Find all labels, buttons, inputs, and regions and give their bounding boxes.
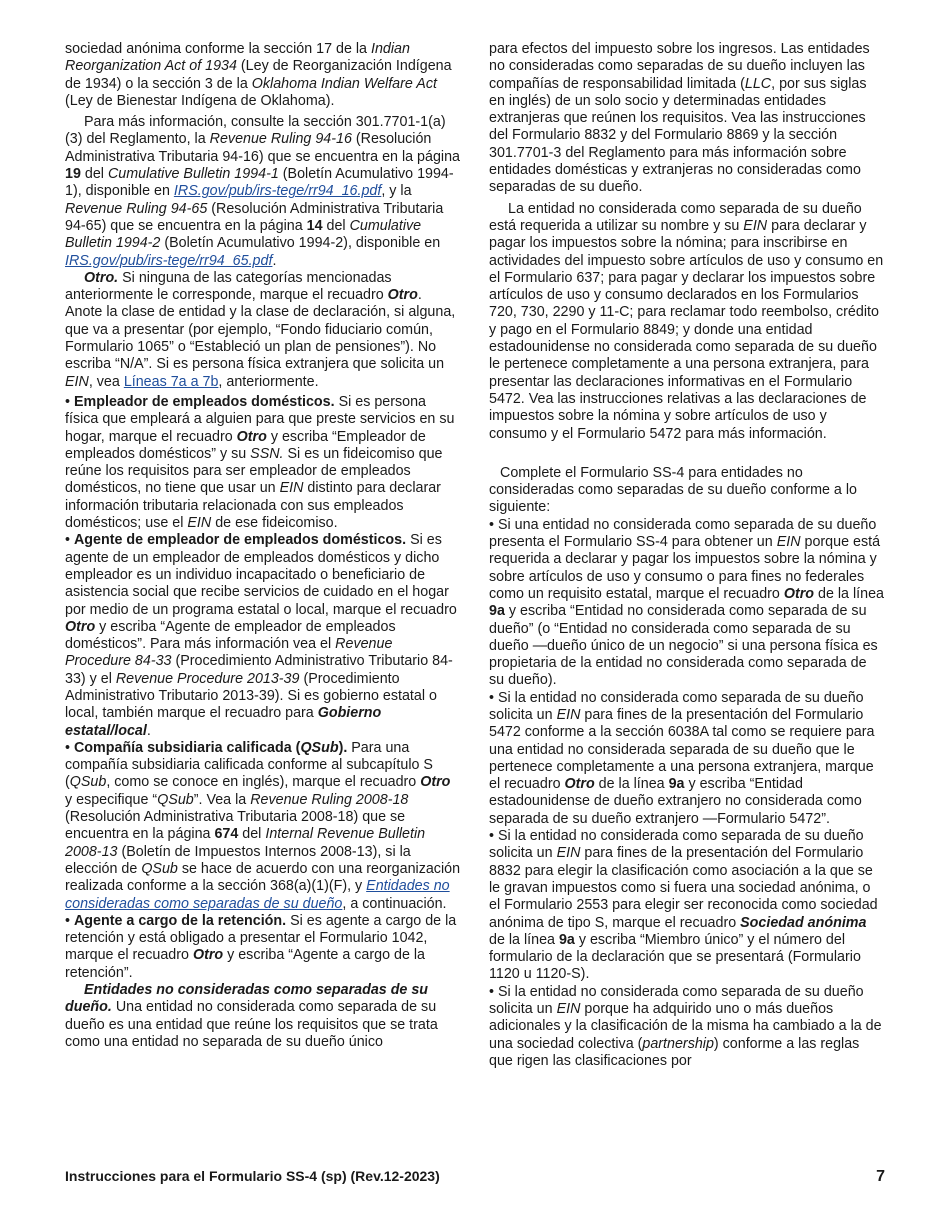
text-run: , como se conoce en inglés), marque el recuadro (106, 774, 421, 791)
text-run: del (238, 826, 266, 843)
text-run: Revenue Procedure 2013-39 (115, 670, 300, 687)
text-run: Agente a cargo de la retención. (73, 912, 287, 929)
text-run: Otro (564, 776, 595, 793)
paragraph (65, 114, 461, 270)
text-run: (Procedimiento Administrativo Tributario 84-33) y el (65, 653, 453, 687)
text-run: • Si la entidad no considerada como separada de su dueño solicita un (489, 828, 864, 862)
text-run: ) conforme a las reglas que rigen las clasificaciones por (489, 1035, 860, 1069)
text-run: , anteriormente. (218, 373, 319, 390)
bullet-item (489, 828, 885, 984)
text-run: del (80, 166, 108, 183)
text-run: Revenue Ruling 94-16 (209, 131, 352, 148)
text-run: • Si una entidad no considerada como separada de su dueño presenta el Formulario SS-4 para obtener un (489, 516, 877, 551)
text-run: porque ha adquirido uno o más dueños adicionales y la clasificación de la misma ha cambiado a la de una sociedad colectiva ( (489, 1001, 882, 1052)
text-run: • (65, 739, 74, 756)
text-run: distinto para declarar información tributaria relacionada con sus empleados domésticos; use el (65, 480, 441, 532)
text-run: ”. Vea la (193, 791, 251, 808)
text-run: La entidad no considerada como separada de su dueño está requerida a utilizar su nombre y su (489, 200, 862, 234)
text-run: del (322, 217, 350, 234)
text-run: partnership (642, 1035, 714, 1052)
text-run: QSub (300, 739, 339, 756)
text-run: • (65, 393, 74, 410)
bullet-item (65, 740, 461, 913)
text-run: EIN (556, 706, 581, 723)
text-run: Revenue Procedure 84-33 (65, 636, 393, 670)
paragraph (489, 41, 885, 197)
text-run: EIN (556, 845, 581, 862)
text-run: . (272, 252, 277, 269)
text-run: para fines de la presentación del Formulario 5472 conforme a la sección 6038A tal como se requiere para una entidad no considerada separada de su dueño que le pertenece completamente a una persona extranjera, marque el recuadro (489, 706, 875, 793)
text-run: EIN (743, 217, 768, 234)
text-run: • (65, 912, 74, 929)
text-run: , por sus siglas en inglés) de un solo socio y determinadas entidades extranjeras que reúnen los requisitos. Vea las instrucciones del Formulario 8832 y del Formulario 8869 y la sección 301.7701-3 del Reglamento para más información sobre entidades domésticas y extranjeras no consideradas como separadas de su dueño. (489, 75, 867, 196)
link[interactable]: Líneas 7a a 7b (123, 373, 219, 390)
text-run: (Procedimiento Administrativo Tributario 2013-39). Si es gobierno estatal o local, también marque el recuadro para (65, 670, 437, 722)
text-run: . (146, 722, 151, 739)
text-run: (Ley de Reorganización Indígena de 1934) o la sección 3 de la (65, 58, 452, 92)
paragraph (65, 41, 461, 110)
text-run: Si es un fideicomiso que reúne los requisitos para ser empleador de empleados domésticos, no tiene que usar un (65, 445, 443, 497)
text-run: EIN (556, 1001, 581, 1018)
text-run: Si es agente a cargo de la retención y está obligado a presentar el Formulario 1042, marque el recuadro (65, 912, 457, 964)
bullet-item (489, 517, 885, 690)
text-run: Otro (783, 585, 815, 602)
text-run: Cumulative Bulletin 1994-2 (65, 217, 422, 252)
text-run: • (65, 532, 74, 549)
paragraph (489, 201, 885, 443)
text-run: Gobierno estatal/local (65, 705, 382, 739)
bullet-item (65, 532, 461, 740)
text-run: de la línea (489, 931, 559, 948)
text-run: Otro (192, 947, 224, 964)
text-run: (Boletín de Impuestos Internos 2008-13), si la elección de (65, 843, 411, 877)
text-run: QSub (141, 860, 178, 877)
text-run: Para más información, consulte la sección 301.7701-1(a)(3) del Reglamento, la (65, 114, 446, 148)
text-run: (Boletín Acumulativo 1994-2), disponible en (160, 235, 441, 252)
text-run: Internal Revenue Bulletin 2008-13 (65, 826, 426, 860)
text-run: Agente de empleador de empleados domésticos. (73, 532, 407, 549)
bullet-item (489, 690, 885, 828)
text-run: Si es agente de un empleador de empleados domésticos y dicho empleador es un individuo incapacitado o beneficiario de asistencia social que recibe servicios de cuidado en el hogar por medio de un programa estatal o local, marque el recuadro (65, 532, 457, 618)
text-run: LLC (744, 75, 772, 92)
text-run: EIN (776, 534, 801, 551)
text-run: porque está requerida a declarar y pagar los impuestos sobre la nómina y sobre artículos de uso y consumo o para fines no federales como un requisito estatal, marque el recuadro (489, 534, 881, 602)
text-run: (Resolución Administrativa Tributaria 94-16) que se encuentra en la página (65, 131, 460, 165)
page-footer (65, 1168, 885, 1184)
bullet-item (65, 913, 461, 982)
text-run: para efectos del impuesto sobre los ingresos. Las entidades no consideradas como separadas de su dueño incluyen las compañías de responsabilidad limitada ( (489, 41, 870, 92)
text-run: Revenue Ruling 94-65 (65, 200, 208, 217)
text-run: Otro (420, 774, 451, 791)
text-run: para declarar y pagar los impuestos sobre la nómina; para inscribirse en actividades del impuesto sobre artículos de uso y consumo en el Formulario 637; para pagar y declarar los impuestos sobre artículos de uso y consumo declarados en los Formularios 720, 730, 2290 y 11-C; para reclamar todo reembolso, crédito y pago en el Formulario 8849; y donde una entidad estadounidense no considerada como separada de su dueño le pertenece completamente a una persona extranjera, para presentar las declaraciones informativas en el Formulario 5472. Vea las instrucciones relativas a las declaraciones de impuestos sobre la nómina y sobre artículos de uso y consumo y el Formulario 5472 para más información. (489, 217, 884, 442)
link[interactable]: IRS.gov/pub/irs-tege/rr94_16.pdf (173, 183, 382, 200)
footer-title: Instrucciones para el Formulario SS-4 (sp) (Rev.12-2023) (65, 1168, 440, 1184)
text-run: y escriba “Empleador de empleados domésticos” y su (65, 428, 426, 462)
text-run: se hace de acuerdo con una reorganización realizada conforme a la sección 368(a)(1)(F), y (65, 860, 461, 895)
text-run: Otro. (84, 269, 119, 286)
text-run: 9a (489, 603, 505, 620)
text-run: (Boletín Acumulativo 1994-1), disponible en (65, 166, 454, 200)
text-run: EIN (279, 480, 304, 497)
text-run: SSN. (250, 445, 284, 462)
text-run: Complete el Formulario SS-4 para entidades no consideradas como separadas de su dueño conforme a lo siguiente: (489, 464, 857, 516)
text-run: Para una compañía subsidiaria calificada conforme al subcapítulo S ( (65, 739, 433, 791)
text-run: (Ley de Bienestar Indígena de Oklahoma). (65, 92, 335, 109)
text-run: Empleador de empleados domésticos. (73, 393, 335, 410)
text-run: y especifique “ (65, 791, 158, 808)
text-run: Si es persona física que empleará a alguien para que preste servicios en su hogar, marque el recuadro (65, 393, 455, 445)
text-run: 14 (306, 217, 323, 234)
paragraph (489, 465, 885, 517)
text-run: Entidades no consideradas como separadas de su dueño. (65, 982, 429, 1016)
text-run: Oklahoma Indian Welfare Act (251, 75, 437, 92)
text-run: 9a (558, 931, 575, 948)
text-run: (Resolución Administrativa Tributaria 2008-18) que se encuentra en la página (65, 809, 406, 843)
text-run: Cumulative Bulletin 1994-1 (107, 166, 279, 183)
text-run: Una entidad no considerada como separada de su dueño es una entidad que reúne los requisitos que se trata como una entidad no separada de su dueño único (65, 999, 438, 1050)
text-run: ). (338, 739, 348, 756)
right-column (489, 41, 885, 1070)
text-run: • Si la entidad no considerada como separada de su dueño solicita un (489, 689, 864, 723)
text-run: Revenue Ruling 2008-18 (250, 791, 409, 808)
text-run: EIN (65, 373, 89, 390)
link[interactable]: IRS.gov/pub/irs-tege/rr94_65.pdf (65, 252, 273, 269)
text-run: (Resolución Administrativa Tributaria 94-65) que se encuentra en la página (65, 200, 444, 234)
text-run: Otro (236, 428, 267, 445)
text-run: y escriba “Agente a cargo de la retención”. (65, 947, 426, 981)
page-number: 7 (876, 1168, 885, 1185)
text-run: Sociedad anónima (740, 914, 867, 931)
text-run: y escriba “Entidad no considerada como separada de su dueño” (o “Entidad no considerada como separada de su dueño —dueño único de un negocio” si una persona física es propietaria de la entidad no considerada como separada de su dueño). (489, 603, 878, 689)
text-run: de ese fideicomiso. (211, 515, 338, 532)
text-run: de la línea (594, 776, 669, 793)
text-run: Compañía subsidiaria calificada ( (73, 739, 301, 756)
text-run: 19 (65, 166, 81, 183)
section-entidades (65, 982, 461, 1051)
text-run: . Anote la clase de entidad y la clase de declaración, si alguna, que va a presentar (por ejemplo, “Fondo fiduciario común, Formulario 1065” o “Estableció un plan de pensiones”). No escriba “N/A”. Si es persona física extranjera que solicita un (65, 287, 456, 373)
text-run: , y la (381, 183, 412, 200)
text-run: sociedad anónima conforme la sección 17 de la (65, 41, 371, 57)
text-run: , a continuación. (342, 895, 447, 912)
text-run: para fines de la presentación del Formulario 8832 para elegir la clasificación como asociación a la que se le gravan impuestos como si fuera una sociedad anónima, o el Formulario 2553 para elegir ser reconocida como sociedad anónima de tipo S, marque el recuadro (489, 845, 878, 931)
text-run: 9a (668, 776, 685, 793)
text-run: Indian Reorganization Act of 1934 (65, 41, 410, 75)
section-otro (65, 270, 461, 391)
text-run: Si ninguna de las categorías mencionadas anteriormente le corresponde, marque el recuadro (65, 269, 392, 304)
bullet-item (65, 394, 461, 532)
text-run: Otro (65, 618, 96, 635)
text-run: y escriba “Entidad estadounidense de dueño extranjero no considerada como separada de su dueño extranjero —Formulario 5472”. (489, 776, 862, 827)
link[interactable]: Entidades no consideradas como separadas de su dueño (65, 878, 450, 912)
text-run: 674 (214, 826, 239, 843)
text-run: y escriba “Agente de empleador de empleados domésticos”. Para más información vea el (65, 618, 396, 653)
text-run: EIN (187, 515, 212, 532)
bullet-item (489, 984, 885, 1070)
text-run: QSub (69, 774, 107, 791)
text-run: , vea (88, 373, 124, 390)
text-run: y escriba “Miembro único” y el número del formulario de la declaración que se presentará (Formulario 1120 u 1120-S). (489, 931, 861, 983)
text-run: QSub (157, 791, 194, 808)
text-run: de la línea (814, 585, 884, 602)
text-run: • Si la entidad no considerada como separada de su dueño solicita un (489, 983, 864, 1018)
text-run: Otro (387, 287, 418, 304)
left-column (65, 41, 461, 1051)
